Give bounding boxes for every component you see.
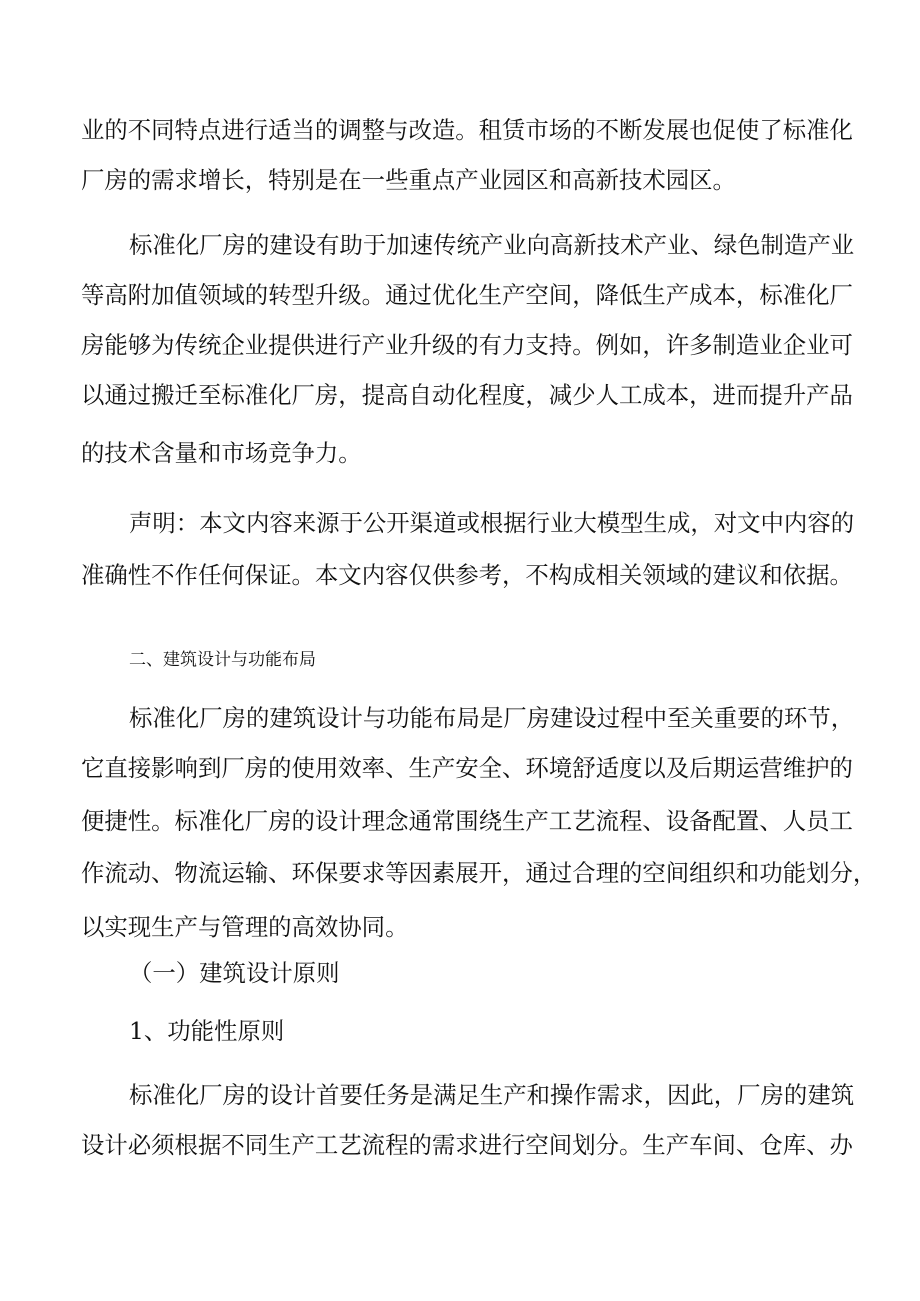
item-heading: 1、功能性原则 [129, 1017, 285, 1045]
paragraph-2-line-3: 房能够为传统企业提供进行产业升级的有力支持。例如，许多制造业企业可 [81, 331, 853, 359]
paragraph-3-line-3: 便捷性。标准化厂房的设计理念通常围绕生产工艺流程、设备配置、人员工 [81, 807, 853, 835]
disclaimer-line-2: 准确性不作任何保证。本文内容仅供参考，不构成相关领域的建议和依据。 [81, 561, 853, 589]
paragraph-3-line-5: 以实现生产与管理的高效协同。 [81, 913, 409, 941]
paragraph-3-line-4: 作流动、物流运输、环保要求等因素展开，通过合理的空间组织和功能划分， [81, 859, 877, 887]
subsection-heading: （一）建筑设计原则 [129, 959, 340, 987]
paragraph-4-line-2: 设计必须根据不同生产工艺流程的需求进行空间划分。生产车间、仓库、办 [81, 1131, 853, 1159]
paragraph-1-line-1: 业的不同特点进行适当的调整与改造。租赁市场的不断发展也促使了标准化 [81, 116, 853, 144]
section-heading: 二、建筑设计与功能布局 [129, 650, 316, 670]
paragraph-1-line-2: 厂房的需求增长，特别是在一些重点产业园区和高新技术园区。 [81, 166, 736, 194]
paragraph-2-line-5: 的技术含量和市场竞争力。 [81, 439, 362, 467]
paragraph-2-line-1: 标准化厂房的建设有助于加速传统产业向高新技术产业、绿色制造产业 [129, 231, 855, 259]
paragraph-4-line-1: 标准化厂房的设计首要任务是满足生产和操作需求，因此，厂房的建筑 [129, 1081, 855, 1109]
paragraph-2-line-2: 等高附加值领域的转型升级。通过优化生产空间，降低生产成本，标准化厂 [81, 281, 853, 309]
paragraph-3-line-1: 标准化厂房的建筑设计与功能布局是厂房建设过程中至关重要的环节， [129, 704, 855, 732]
disclaimer-line-1: 声明：本文内容来源于公开渠道或根据行业大模型生成，对文中内容的 [129, 509, 855, 537]
paragraph-3-line-2: 它直接影响到厂房的使用效率、生产安全、环境舒适度以及后期运营维护的 [81, 754, 853, 782]
paragraph-2-line-4: 以通过搬迁至标准化厂房，提高自动化程度，减少人工成本，进而提升产品 [81, 381, 853, 409]
